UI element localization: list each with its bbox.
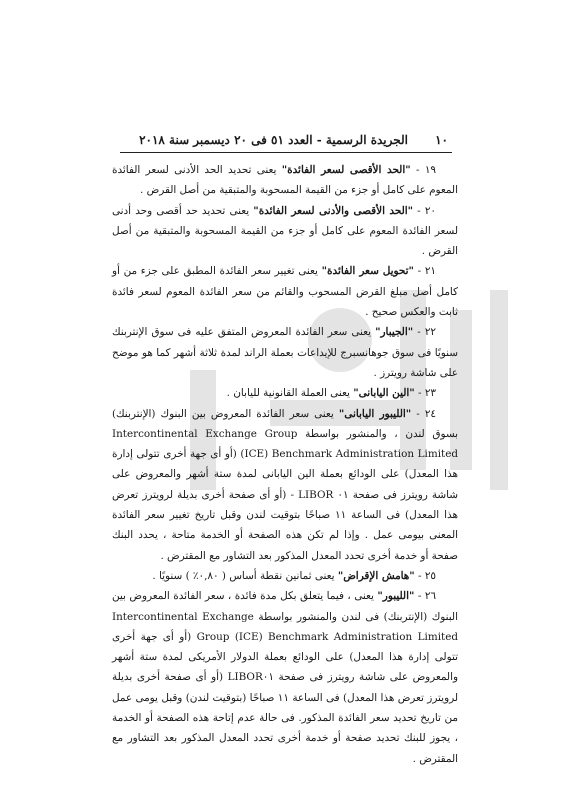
item-number: ٢٢ - [413, 326, 436, 339]
english-entity-name: Intercontinental Exchange Group (ICE) Benchmark Administration Limited [112, 610, 458, 643]
page-header [128, 133, 448, 153]
page-number: ١٠ [435, 133, 448, 147]
item-number: ٢٣ - [414, 387, 436, 400]
definition-text: يعنى سعر الفائدة المعروض بين البنوك (الإنتربنك) بسوق لندن ، والمنشور بواسطة [112, 407, 458, 440]
definition-item-20 [112, 201, 458, 262]
item-number: ٢٤ - [411, 407, 437, 420]
item-number: ٢١ - [413, 265, 436, 278]
document-body [112, 160, 458, 769]
definition-text: يعنى ، فيما يتعلق بكل مدة فائدة ، سعر الفائدة المعروض بين البنوك (الإنتربنك) فى لندن والمنشور بواسطة [112, 590, 458, 623]
definition-item-26 [112, 586, 458, 769]
english-entity-name: Intercontinental Exchange Group (ICE) Benchmark Administration Limited [112, 427, 459, 461]
definition-text: (أو أى جهة أخرى تتولى إدارة هذا المعدل) على الودائع بعملة الدولار الأمريكى لمدة ستة أشهر والمعروض على شاشة رويترز فى صفحة [112, 630, 458, 684]
definition-text: يعنى تحديد الحد الأدنى لسعر الفائدة المعوم على كامل أو جزء من القيمة المسحوبة والمتبقية من أصل القرض . [112, 164, 458, 197]
definition-text: (أو أى جهة أخرى تتولى إدارة هذا المعدل) على الودائع بعملة الين اليابانى لمدة ستة أشهر والمعروض على شاشة رويترز فى صفحة [112, 448, 458, 501]
defined-term: "هامش الإقراض" [337, 569, 415, 582]
definition-text: يعنى ثمانين نقطة أساس ( ٠,٨٠٪ ) سنويًا . [152, 569, 338, 582]
definition-item-19 [112, 160, 458, 201]
definition-item-25 [112, 566, 458, 586]
definition-text: يعنى العملة القانونية لليابان . [226, 387, 354, 400]
definition-text: يعنى تغيير سعر الفائدة المطبق على جزء من أو كامل أصل مبلغ القرض المسحوب والقائم من سعر الفائدة المعوم لسعر فائدة ثابت والعكس صحيح . [112, 265, 458, 319]
item-number: ٢٦ - [414, 590, 436, 603]
definition-item-22 [112, 322, 458, 383]
defined-term: "تحويل سعر الفائدة" [321, 265, 414, 278]
gazette-title: الجريدة الرسمية - العدد ٥١ فى ٢٠ ديسمبر سنة ٢٠١٨ [139, 133, 408, 147]
definition-item-21 [112, 261, 458, 322]
item-number: ٢٥ - [414, 569, 436, 582]
defined-term: "الليبور اليابانى" [338, 407, 412, 420]
definition-item-24 [112, 404, 458, 566]
definition-item-23 [112, 383, 458, 403]
reuters-page-code: LIBOR٠١ [227, 671, 274, 684]
defined-term: "الليبور" [377, 590, 415, 603]
item-number: ٢٠ - [413, 204, 437, 217]
defined-term: "الحد الأقصى والأدنى لسعر الفائدة" [253, 204, 414, 217]
header-rule [120, 152, 452, 153]
definition-text: يعنى سعر الفائدة المعروض المتفق عليه فى سوق الإنتربنك سنويًا فى سوق جوهانسبرج للإيداعات بعملة الراند لمدة ثلاثة أشهر كما هو موضح على شاشة رويترز . [112, 326, 458, 379]
item-number: ١٩ - [410, 164, 436, 176]
definition-text: (أو أى صفحة أخرى بديلة لرويترز تعرض هذا المعدل) فى الساعة ١١ صباحًا (بتوقيت لندن) وقبل يومى عمل من تاريخ تحديد سعر الفائدة المذكور. فى حالة عدم إتاحة هذه الصفحة أو الخدمة ، يجوز للبنك تحديد صفحة أو خدمة أخرى تحدد المعدل المذكور بعد التشاور مع المقترض . [112, 671, 458, 765]
defined-term: "الين اليابانى" [353, 387, 415, 400]
defined-term: "الجيبار" [375, 326, 414, 339]
definition-text: - (أو أى صفحة أخرى بديلة لرويترز تعرض هذا المعدل) فى الساعة ١١ صباحًا بتوقيت لندن وقبل تاريخ تغيير سعر الفائدة المعنى بيومى عمل . وإذا لم تكن هذه الصفحة أو الخدمة متاحة ، يحدد البنك صفحة أو خدمة أخرى تحدد المعدل المذكور بعد التشاور مع المقترض . [112, 488, 458, 562]
reuters-page-code: LIBOR ٠١ [298, 488, 349, 501]
defined-term: "الحد الأقصى لسعر الفائدة" [281, 164, 411, 176]
definition-text: يعنى تحديد حد أقصى وحد أدنى لسعر الفائدة المعوم على كامل أو جزء من القيمة المسحوبة والمتبقية من أصل القرض . [112, 204, 458, 258]
